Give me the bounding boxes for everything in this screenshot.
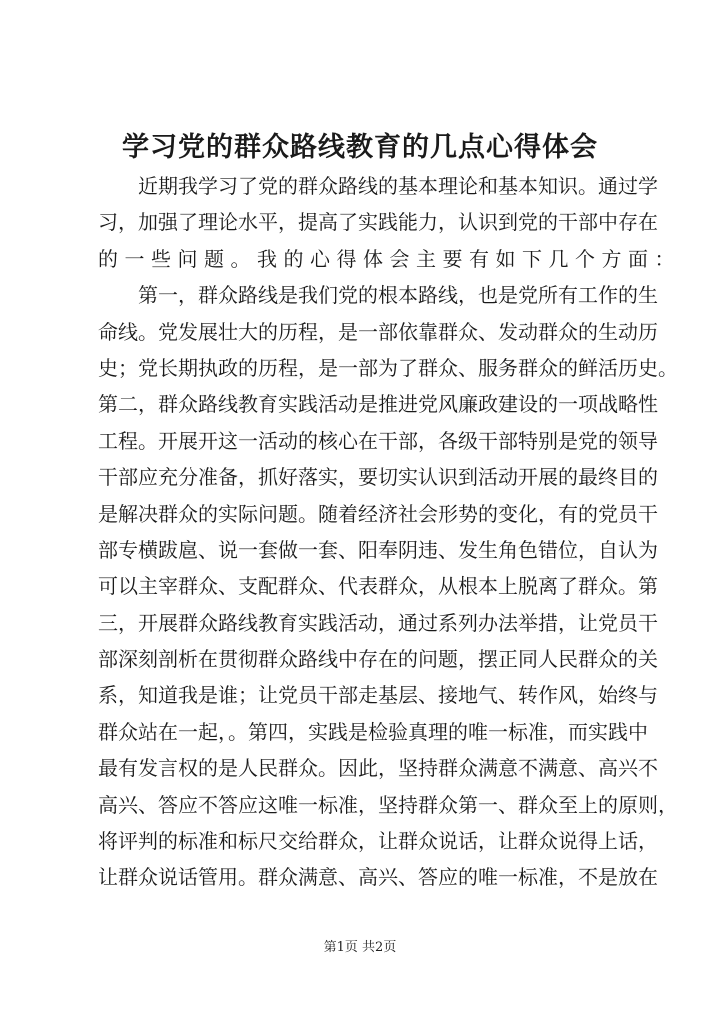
paragraph-line: 工程。开展开这一活动的核心在干部，各级干部特别是党的领导 <box>98 428 658 453</box>
paragraph-line: 第二，群众路线教育实践活动是推进党风廉政建设的一项战略性 <box>98 392 658 417</box>
paragraph-line: 习，加强了理论水平，提高了实践能力，认识到党的干部中存在 <box>98 210 658 235</box>
document-body <box>98 168 681 896</box>
paragraph-line: 史；党长期执政的历程，是一部为了群众、服务群众的鲜活历史。 <box>98 355 678 380</box>
document-title: 学习党的群众路线教育的几点心得体会 <box>122 132 598 163</box>
paragraph-line: 三，开展群众路线教育实践活动，通过系列办法举措，让党员干 <box>98 610 658 635</box>
paragraph-line: 的一些问题。我的心得体会主要有如下几个方面： <box>98 246 681 271</box>
paragraph-line: 干部应充分准备，抓好落实，要切实认识到活动开展的最终目的 <box>98 465 658 490</box>
paragraph-line: 让群众说话管用。群众满意、高兴、答应的唯一标准，不是放在 <box>98 865 658 890</box>
paragraph-line: 部深刻剖析在贯彻群众路线中存在的问题，摆正同人民群众的关 <box>98 647 658 672</box>
paragraph-line: 近期我学习了党的群众路线的基本理论和基本知识。通过学 <box>138 174 658 198</box>
paragraph-line: 部专横跋扈、说一套做一套、阳奉阴违、发生角色错位，自认为 <box>98 537 658 562</box>
paragraph-line: 将评判的标准和标尺交给群众，让群众说话，让群众说得上话， <box>98 829 658 854</box>
paragraph-line: 最有发言权的是人民群众。因此，坚持群众满意不满意、高兴不 <box>98 756 658 781</box>
paragraph-line: 命线。党发展壮大的历程，是一部依靠群众、发动群众的生动历 <box>98 319 658 344</box>
paragraph-line: 第一，群众路线是我们党的根本路线，也是党所有工作的生 <box>138 283 658 308</box>
page-number-footer: 第1页 共2页 <box>323 940 397 955</box>
paragraph-line: 是解决群众的实际问题。随着经济社会形势的变化，有的党员干 <box>98 501 658 526</box>
paragraph-line: 系，知道我是谁；让党员干部走基层、接地气、转作风，始终与 <box>98 683 658 708</box>
paragraph-line: 高兴、答应不答应这唯一标准，坚持群众第一、群众至上的原则， <box>98 792 678 817</box>
paragraph-line: 群众站在一起，。第四，实践是检验真理的唯一标准，而实践中 <box>98 719 648 744</box>
paragraph-line: 可以主宰群众、支配群众、代表群众，从根本上脱离了群众。第 <box>98 574 658 599</box>
